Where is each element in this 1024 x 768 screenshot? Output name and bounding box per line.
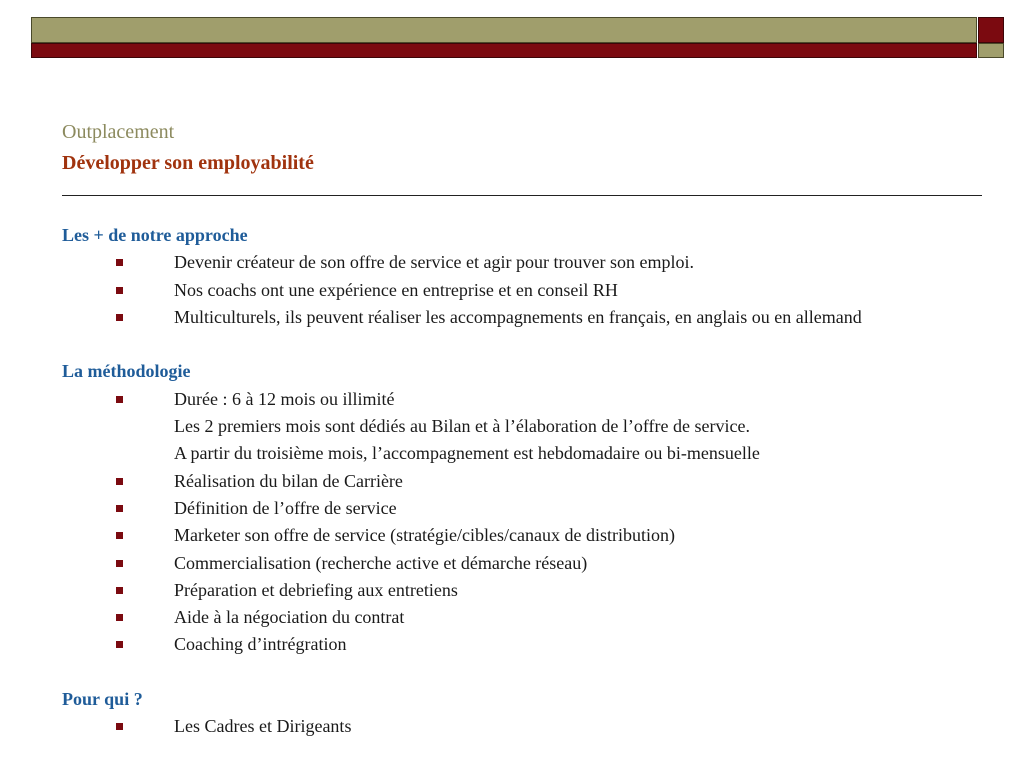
list-item: Définition de l’offre de service [62, 495, 1012, 522]
list-item: Nos coachs ont une expérience en entreprise et en conseil RH [62, 277, 1012, 304]
bullet-icon [116, 614, 123, 621]
slide-body [62, 222, 1012, 741]
bullet-icon [116, 532, 123, 539]
list-item: Réalisation du bilan de Carrière [62, 468, 1012, 495]
list-item: Commercialisation (recherche active et démarche réseau) [62, 550, 1012, 577]
bullet-icon [116, 560, 123, 567]
list-item: Aide à la négociation du contrat [62, 604, 1012, 631]
bullet-icon [116, 587, 123, 594]
section-heading-methodology: La méthodologie [62, 361, 191, 382]
list-item: Durée : 6 à 12 mois ou illimité [62, 386, 1012, 413]
bullet-icon [116, 314, 123, 321]
bullet-icon [116, 478, 123, 485]
bullet-icon [116, 396, 123, 403]
bullet-icon [116, 505, 123, 512]
list-item: Multiculturels, ils peuvent réaliser les accompagnements en français, en anglais ou en allemand [62, 304, 1012, 331]
bullet-icon [116, 287, 123, 294]
list-item-continuation: Les 2 premiers mois sont dédiés au Bilan et à l’élaboration de l’offre de service. [174, 416, 750, 437]
list-item: Devenir créateur de son offre de service et agir pour trouver son emploi. [62, 249, 1012, 276]
slide-subtitle: Développer son employabilité [62, 152, 314, 174]
bullet-icon [116, 723, 123, 730]
list-item: Coaching d’intrégration [62, 631, 1012, 658]
list-item-continuation: A partir du troisième mois, l’accompagnement est hebdomadaire ou bi-mensuelle [174, 443, 760, 464]
list-item: Marketer son offre de service (stratégie/cibles/canaux de distribution) [62, 522, 1012, 549]
header-square-maroon [978, 17, 1004, 43]
list-item: Les Cadres et Dirigeants [62, 713, 1012, 740]
title-divider [62, 195, 982, 196]
header-band-olive [31, 17, 977, 43]
section-heading-approach: Les + de notre approche [62, 225, 248, 245]
bullet-icon [116, 641, 123, 648]
header-band-maroon [31, 43, 977, 58]
section-heading-audience: Pour qui ? [62, 689, 143, 710]
slide-title-outplacement: Outplacement [62, 121, 175, 143]
bullet-icon [116, 259, 123, 266]
header-square-olive [978, 43, 1004, 58]
list-item: Préparation et debriefing aux entretiens [62, 577, 1012, 604]
